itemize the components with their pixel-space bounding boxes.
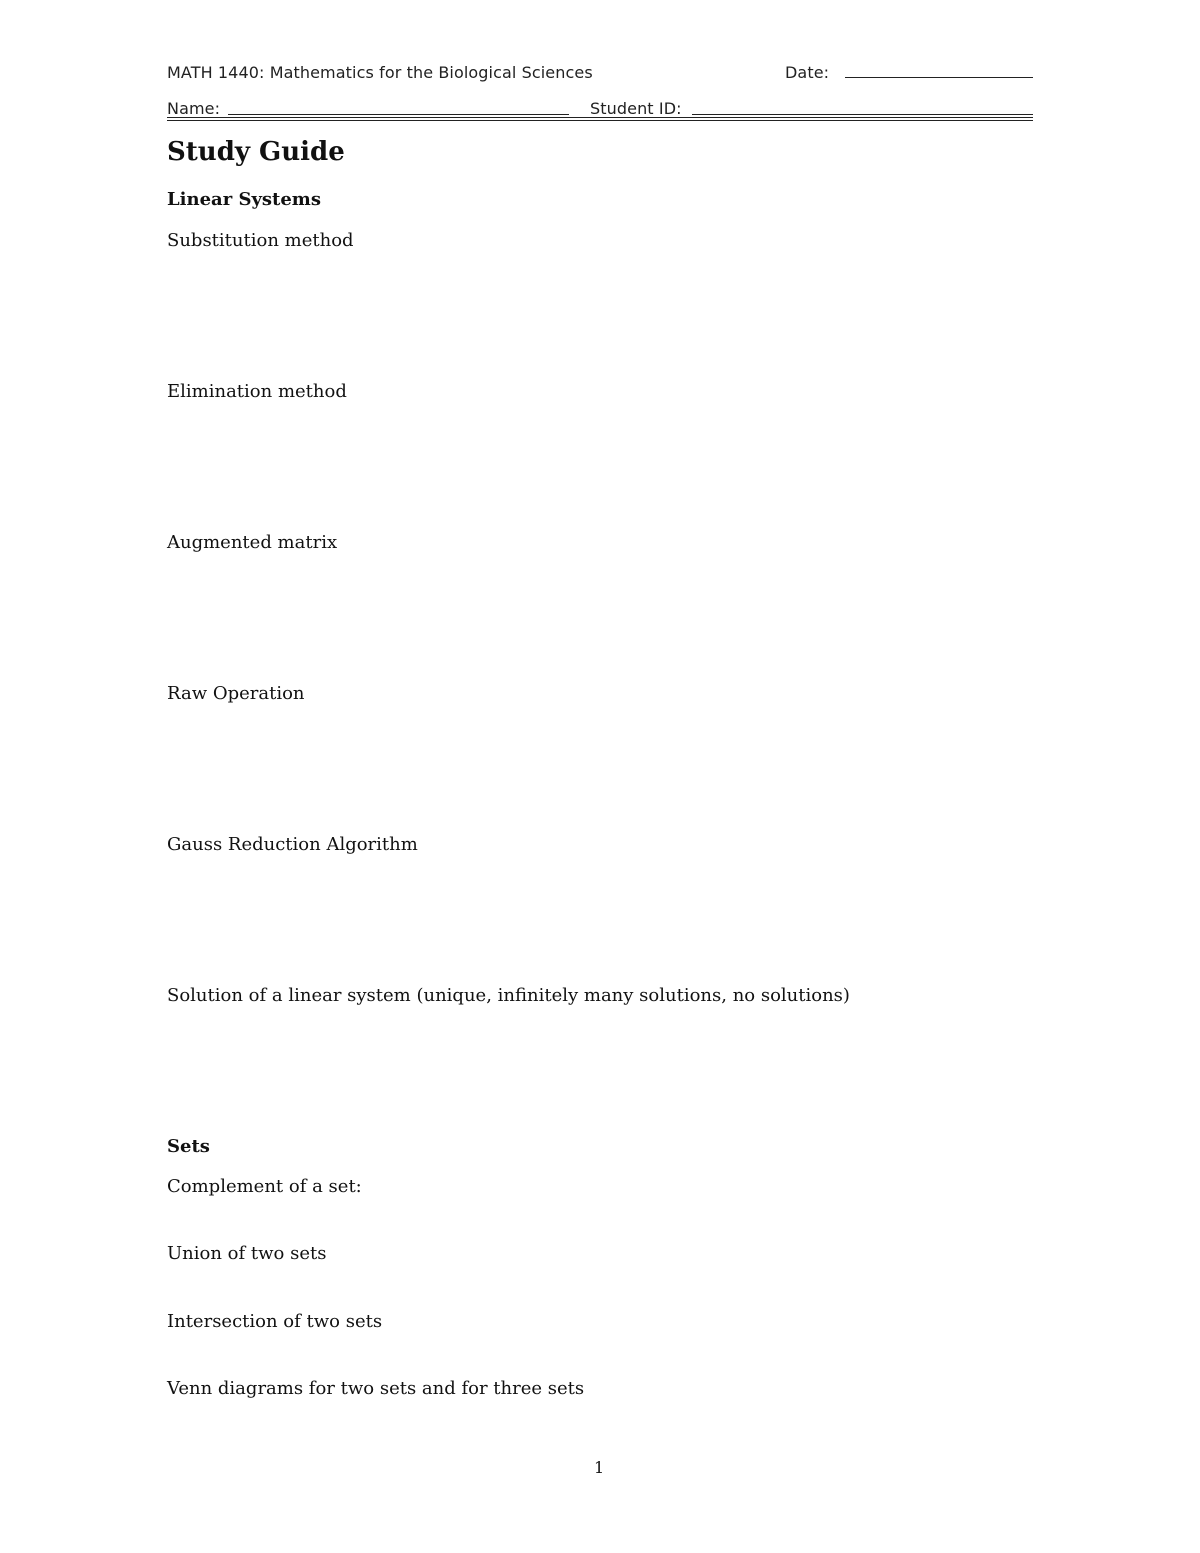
section-heading-linear-systems: Linear Systems xyxy=(167,189,321,210)
topic-complement-of-set: Complement of a set: xyxy=(167,1176,362,1197)
page-title: Study Guide xyxy=(167,137,345,167)
date-label: Date: xyxy=(785,63,830,82)
student-id-label: Student ID: xyxy=(590,99,682,118)
topic-substitution-method: Substitution method xyxy=(167,230,354,251)
section-heading-sets: Sets xyxy=(167,1136,210,1157)
topic-intersection-of-sets: Intersection of two sets xyxy=(167,1311,383,1332)
topic-elimination-method: Elimination method xyxy=(167,381,347,402)
date-blank[interactable] xyxy=(845,77,1033,78)
topic-raw-operation: Raw Operation xyxy=(167,683,305,704)
course-title: MATH 1440: Mathematics for the Biological Sciences xyxy=(167,63,593,82)
topic-venn-diagrams: Venn diagrams for two sets and for three sets xyxy=(167,1378,585,1399)
header-rule-top xyxy=(167,117,1033,118)
topic-solution-linear-system: Solution of a linear system (unique, infinitely many solutions, no solutions) xyxy=(167,985,850,1006)
topic-union-of-sets: Union of two sets xyxy=(167,1243,327,1264)
topic-augmented-matrix: Augmented matrix xyxy=(167,532,338,553)
name-blank[interactable] xyxy=(228,114,569,115)
page-number: 1 xyxy=(594,1458,605,1477)
header-rule-bottom xyxy=(167,120,1033,121)
name-label: Name: xyxy=(167,99,221,118)
student-id-blank[interactable] xyxy=(692,114,1033,115)
topic-gauss-reduction: Gauss Reduction Algorithm xyxy=(167,834,418,855)
